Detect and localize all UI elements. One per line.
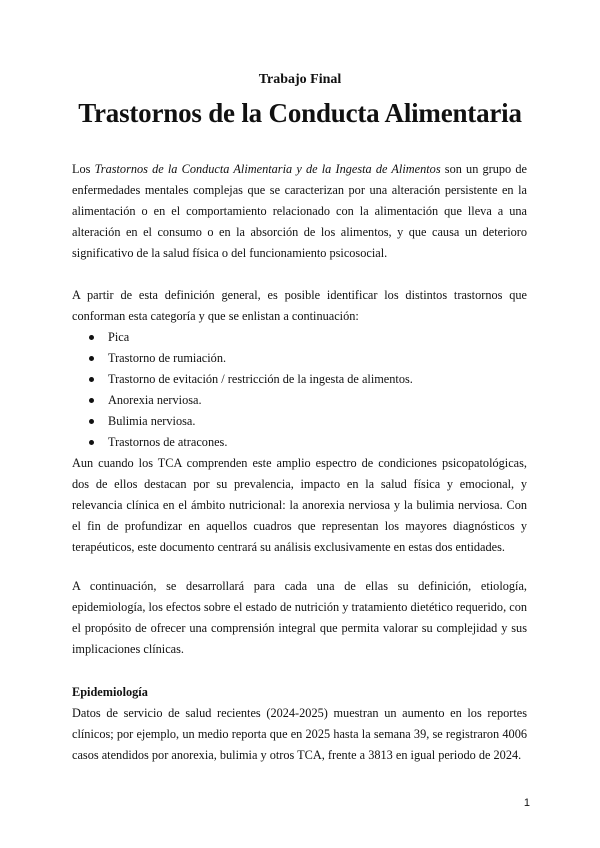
list-item [72,369,527,390]
list-item [72,327,527,348]
document-subtitle: Trabajo Final [258,72,342,87]
bullet-icon [89,335,94,340]
bullet-icon [89,440,94,445]
document-title: Trastornos de la Conducta Alimentaria [78,98,522,128]
bullet-icon [89,356,94,361]
list-item-label: Anorexia nerviosa. [108,393,202,407]
scope-paragraph: A continuación, se desarrollará para cada una de ellas su definición, etiología, epidemiología, los efectos sobre el estado de nutrición y tratamiento dietético requerido, con el propósito de ofrecer una comprensión integral que permita valorar su complejidad y sus implicaciones clínicas. [72,579,527,656]
bullet-icon [89,419,94,424]
list-item [72,390,527,411]
intro-rest: son un grupo de enfermedades mentales complejas que se caracterizan por una alteración persistente en la alimentación o en el comportamiento relacionado con la alimentación que lleva a una alteración en el consumo o en la absorción de los alimentos, y que causa un deterioro significativo de la salud física o del funcionamiento psicosocial. [72,162,527,260]
disorders-list [72,327,527,453]
bullet-icon [89,377,94,382]
bullet-icon [89,398,94,403]
epidemiology-paragraph: Datos de servicio de salud recientes (2024-2025) muestran un aumento en los reportes clínicos; por ejemplo, un medio reporta que en 2025 hasta la semana 39, se registraron 4006 casos atendidos por anorexia, bulimia y otros TCA, frente a 3813 en igual periodo de 2024. [72,706,527,762]
list-item [72,348,527,369]
list-item-label: Trastorno de evitación / restricción de la ingesta de alimentos. [108,372,413,386]
list-item [72,411,527,432]
intro-paragraph [72,159,527,264]
focus-paragraph: Aun cuando los TCA comprenden este amplio espectro de condiciones psicopatológicas, dos de ellos destacan por su prevalencia, impacto en la salud física y emocional, y relevancia clínica en el ámbito nutricional: la anorexia nerviosa y la bulimia nerviosa. Con el fin de profundizar en aquellos cuadros que representan los mayores diagnósticos y terapéuticos, este documento centrará su análisis exclusivamente en estas dos entidades. [72,456,527,554]
list-item [72,432,527,453]
page-number: 1 [523,797,530,809]
list-item-label: Pica [108,330,130,344]
classification-paragraph: A partir de esta definición general, es posible identificar los distintos trastornos que conforman esta categoría y que se enlistan a continuación: [72,288,527,323]
epidemiology-heading: Epidemiología [72,685,148,699]
list-item-label: Trastornos de atracones. [108,435,228,449]
intro-prefix: Los [72,162,95,176]
list-item-label: Trastorno de rumiación. [108,351,227,365]
intro-italic-term: Trastornos de la Conducta Alimentaria y de la Ingesta de Alimentos [94,162,441,176]
list-item-label: Bulimia nerviosa. [108,414,196,428]
